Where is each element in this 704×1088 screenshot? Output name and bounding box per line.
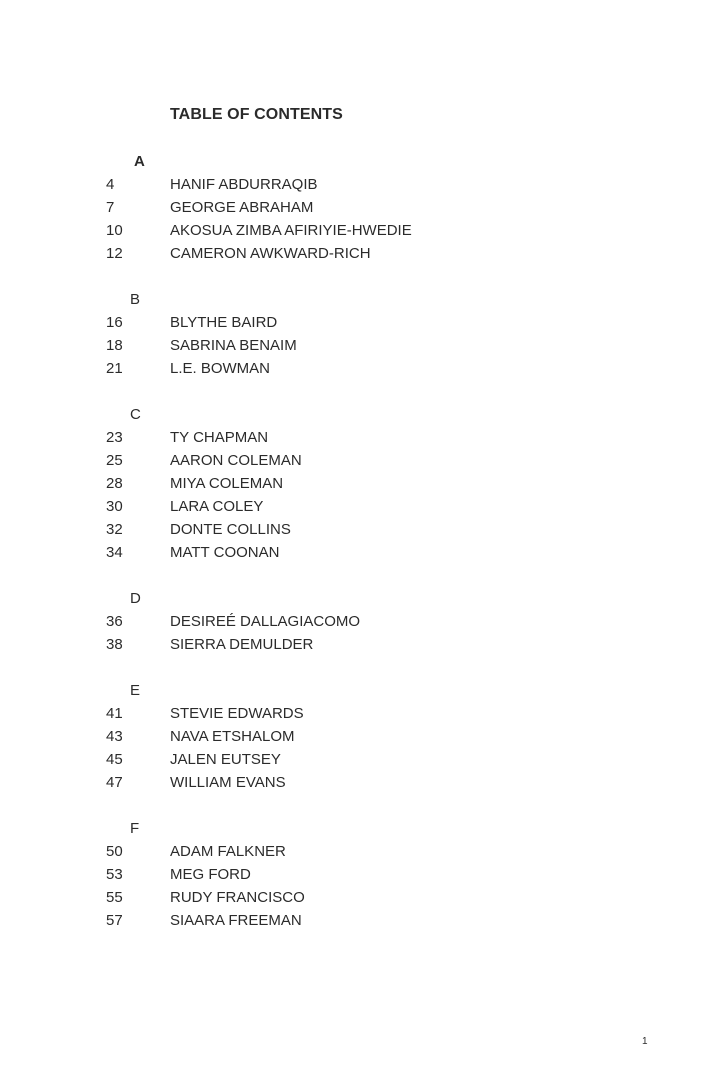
entry-author-name: NAVA ETSHALOM <box>170 728 295 745</box>
toc-section-c <box>106 403 526 564</box>
entry-page-number: 43 <box>106 728 123 745</box>
toc-section-d <box>106 587 526 656</box>
toc-entry <box>106 219 526 242</box>
entry-page-number: 55 <box>106 889 123 906</box>
entry-author-name: JALEN EUTSEY <box>170 751 281 768</box>
toc-entry <box>106 196 526 219</box>
entry-page-number: 18 <box>106 337 123 354</box>
toc-section-b <box>106 288 526 380</box>
page-number: 1 <box>642 1036 648 1047</box>
entry-page-number: 45 <box>106 751 123 768</box>
toc-entry <box>106 771 526 794</box>
entry-page-number: 38 <box>106 636 123 653</box>
entry-page-number: 28 <box>106 475 123 492</box>
entry-author-name: AKOSUA ZIMBA AFIRIYIE-HWEDIE <box>170 222 412 239</box>
toc-entry <box>106 334 526 357</box>
toc-entry <box>106 748 526 771</box>
section-spacer <box>106 794 526 817</box>
section-letter: D <box>130 590 141 607</box>
entry-page-number: 7 <box>106 199 115 216</box>
table-of-contents <box>106 150 526 932</box>
entry-page-number: 25 <box>106 452 123 469</box>
toc-entry <box>106 518 526 541</box>
entry-author-name: SABRINA BENAIM <box>170 337 297 354</box>
entry-author-name: AARON COLEMAN <box>170 452 302 469</box>
section-letter: C <box>130 406 141 423</box>
section-letter: E <box>130 682 141 699</box>
toc-entry <box>106 725 526 748</box>
entry-page-number: 30 <box>106 498 123 515</box>
toc-entry <box>106 357 526 380</box>
toc-entry <box>106 633 526 656</box>
entry-page-number: 53 <box>106 866 123 883</box>
entry-author-name: WILLIAM EVANS <box>170 774 286 791</box>
section-spacer <box>106 564 526 587</box>
entry-author-name: SIAARA FREEMAN <box>170 912 302 929</box>
entry-author-name: RUDY FRANCISCO <box>170 889 305 906</box>
entry-author-name: TY CHAPMAN <box>170 429 269 446</box>
entry-author-name: LARA COLEY <box>170 498 264 515</box>
entry-author-name: ADAM FALKNER <box>170 843 286 860</box>
entry-author-name: L.E. BOWMAN <box>170 360 271 377</box>
entry-page-number: 16 <box>106 314 123 331</box>
section-letter: B <box>130 291 141 308</box>
toc-entry <box>106 909 526 932</box>
section-spacer <box>106 656 526 679</box>
section-spacer <box>106 265 526 288</box>
toc-entry <box>106 610 526 633</box>
page-title: TABLE OF CONTENTS <box>170 106 343 123</box>
entry-page-number: 32 <box>106 521 123 538</box>
entry-page-number: 36 <box>106 613 123 630</box>
section-letter: A <box>134 153 145 170</box>
entry-page-number: 50 <box>106 843 123 860</box>
entry-page-number: 34 <box>106 544 123 561</box>
entry-page-number: 57 <box>106 912 123 929</box>
entry-page-number: 12 <box>106 245 123 262</box>
entry-page-number: 47 <box>106 774 123 791</box>
toc-section-e <box>106 679 526 794</box>
toc-entry <box>106 702 526 725</box>
entry-author-name: BLYTHE BAIRD <box>170 314 278 331</box>
toc-section-f <box>106 817 526 932</box>
toc-entry <box>106 541 526 564</box>
entry-author-name: MIYA COLEMAN <box>170 475 284 492</box>
toc-entry <box>106 495 526 518</box>
toc-entry <box>106 449 526 472</box>
toc-entry <box>106 173 526 196</box>
entry-author-name: GEORGE ABRAHAM <box>170 199 314 216</box>
toc-entry <box>106 840 526 863</box>
entry-page-number: 41 <box>106 705 123 722</box>
entry-author-name: MEG FORD <box>170 866 251 883</box>
toc-entry <box>106 863 526 886</box>
toc-entry <box>106 886 526 909</box>
entry-author-name: SIERRA DEMULDER <box>170 636 314 653</box>
entry-author-name: DONTE COLLINS <box>170 521 291 538</box>
entry-author-name: DESIREÉ DALLAGIACOMO <box>170 613 361 630</box>
toc-entry <box>106 426 526 449</box>
toc-entry <box>106 311 526 334</box>
entry-author-name: MATT COONAN <box>170 544 280 561</box>
toc-entry <box>106 242 526 265</box>
section-spacer <box>106 380 526 403</box>
entry-page-number: 4 <box>106 176 115 193</box>
entry-page-number: 10 <box>106 222 123 239</box>
toc-section-a <box>106 150 526 265</box>
toc-entry <box>106 472 526 495</box>
entry-page-number: 23 <box>106 429 123 446</box>
section-letter: F <box>130 820 140 837</box>
entry-author-name: CAMERON AWKWARD-RICH <box>170 245 371 262</box>
entry-author-name: HANIF ABDURRAQIB <box>170 176 318 193</box>
entry-page-number: 21 <box>106 360 123 377</box>
entry-author-name: STEVIE EDWARDS <box>170 705 304 722</box>
